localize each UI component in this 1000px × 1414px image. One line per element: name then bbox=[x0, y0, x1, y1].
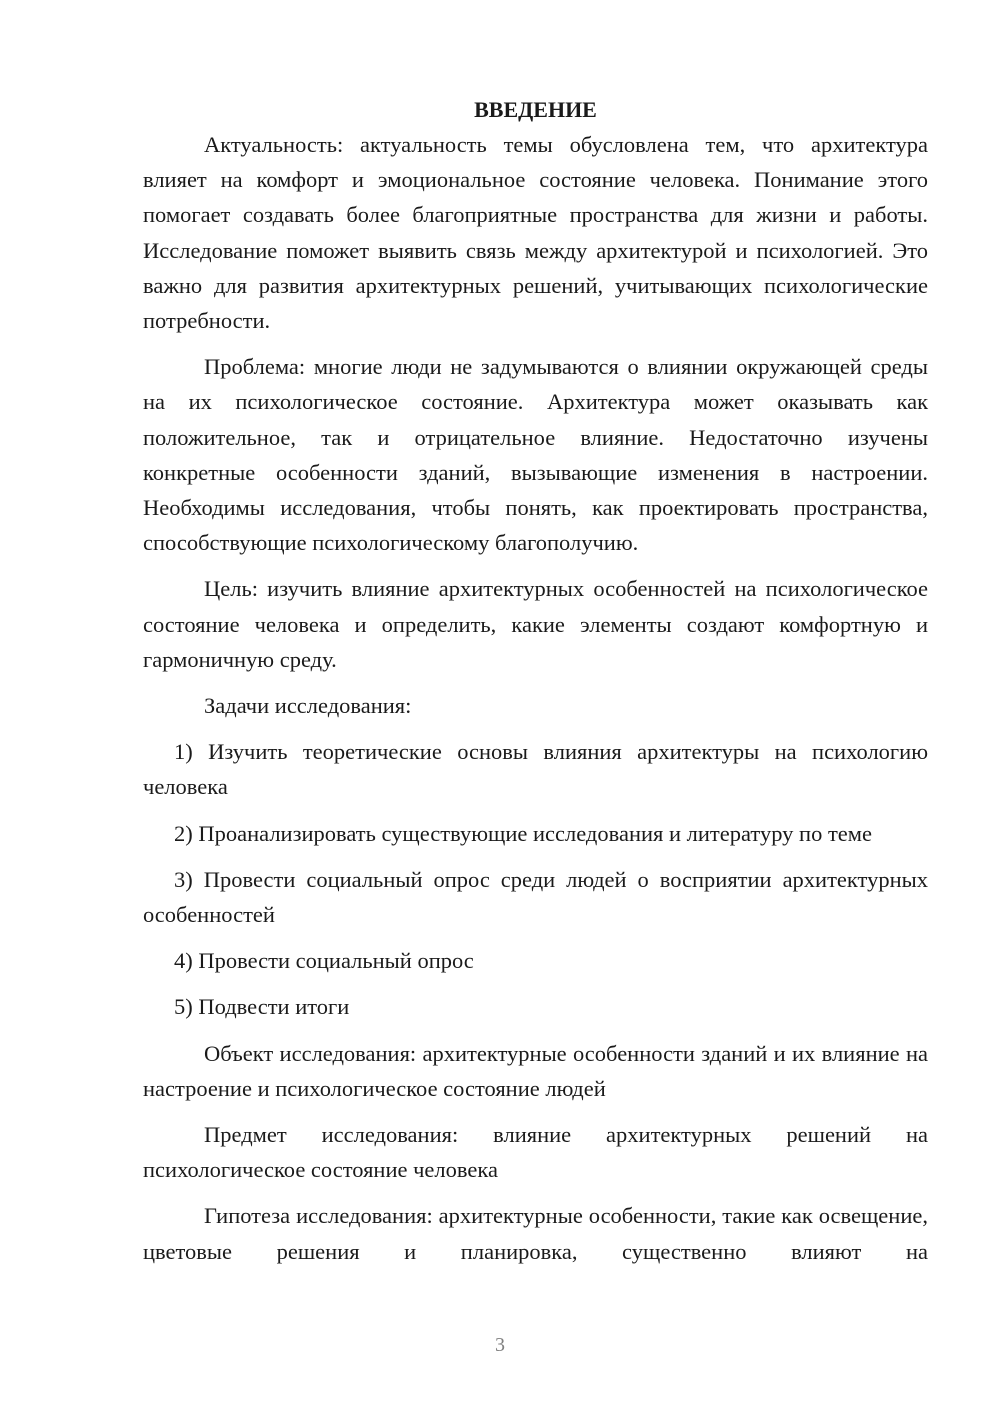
task-item: 2) Проанализировать существующие исследования и литературу по теме bbox=[174, 820, 872, 846]
page-number: 3 bbox=[495, 1334, 505, 1356]
paragraph-object: Объект исследования: архитектурные особенности зданий и их влияние на настроение и психологическое состояние людей bbox=[143, 1040, 928, 1101]
section-title: ВВЕДЕНИЕ bbox=[474, 97, 597, 122]
document-page bbox=[143, 92, 928, 1280]
paragraph-problem: Проблема: многие люди не задумываются о влиянии окружающей среды на их психологическое состояние. Архитектура может оказывать как положительное, так и отрицательное влияние. Недостаточно изучены конкретные особенности зданий, вызывающие изменения в настроении. Необходимы исследования, чтобы понять, как проектировать пространства, способствующие психологическому благополучию. bbox=[143, 354, 928, 556]
paragraph-hypothesis: Гипотеза исследования: архитектурные особенности, такие как освещение, цветовые решения и планировка, существенно влияют на bbox=[143, 1203, 928, 1264]
task-item: 4) Провести социальный опрос bbox=[174, 948, 474, 974]
paragraph-relevance: Актуальность: актуальность темы обусловлена тем, что архитектура влияет на комфорт и эмоциональное состояние человека. Понимание этого помогает создавать более благоприятные пространства для жизни и работы. Исследование поможет выявить связь между архитектурой и психологией. Это важно для развития архитектурных решений, учитывающих психологические потребности. bbox=[143, 132, 928, 334]
task-item: 3) Провести социальный опрос среди людей о восприятии архитектурных особенностей bbox=[143, 866, 928, 928]
paragraph-subject: Предмет исследования: влияние архитектурных решений на психологическое состояние человека bbox=[143, 1122, 928, 1183]
paragraph-goal: Цель: изучить влияние архитектурных особенностей на психологическое состояние человека и определить, какие элементы создают комфортную и гармоничную среду. bbox=[143, 576, 928, 672]
task-item: 5) Подвести итоги bbox=[174, 994, 350, 1020]
task-item: 1) Изучить теоретические основы влияния архитектуры на психологию человека bbox=[143, 739, 928, 800]
paragraph-tasks-heading: Задачи исследования: bbox=[204, 693, 412, 719]
